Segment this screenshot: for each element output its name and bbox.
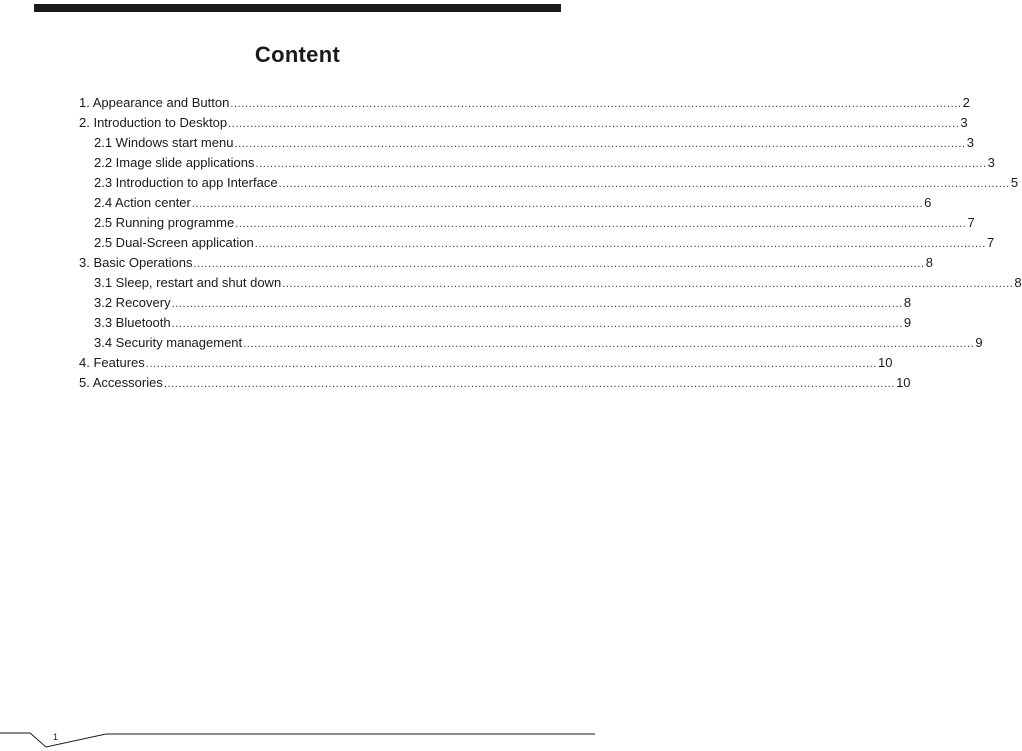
- toc-entry-label: 3.2 Recovery: [94, 295, 171, 310]
- toc-leader-dots: ........................................................................................................................................................................................................: [278, 178, 1010, 190]
- toc-entry-label: 2.4 Action center: [94, 195, 191, 210]
- toc-entry-page: 5: [1010, 175, 1019, 190]
- toc-leader-dots: ........................................................................................................................................................................................................: [228, 118, 960, 130]
- toc-leader-dots: ........................................................................................................................................................................................................: [145, 358, 877, 370]
- toc-entry-label: 3.4 Security management: [94, 335, 243, 350]
- toc-entry-label: 2. Introduction to Desktop: [79, 115, 228, 130]
- toc-entry-page: 3: [960, 115, 968, 130]
- toc-entry-label: 2.5 Dual-Screen application: [94, 235, 254, 250]
- toc-entry-page: 8: [925, 255, 933, 270]
- toc-entry-label: 3.3 Bluetooth: [94, 315, 171, 330]
- toc-leader-dots: ........................................................................................................................................................................................................: [163, 378, 896, 390]
- toc-entry-label: 4. Features: [79, 355, 145, 370]
- toc-entry-page: 2: [962, 95, 970, 110]
- toc-entry-label: 2.1 Windows start menu: [94, 135, 234, 150]
- page-number: 1: [53, 732, 59, 742]
- toc-entry-page: 3: [987, 155, 995, 170]
- toc-entry-page: 7: [967, 215, 975, 230]
- toc-entry-label: 2.3 Introduction to app Interface: [94, 175, 278, 190]
- toc-leader-dots: ........................................................................................................................................................................................................: [230, 98, 962, 110]
- toc-leader-dots: ........................................................................................................................................................................................................: [282, 278, 1014, 290]
- toc-leader-dots: ........................................................................................................................................................................................................: [235, 218, 967, 230]
- toc-entry-page: 7: [986, 235, 995, 250]
- toc-entry-label: 2.5 Running programme: [94, 215, 235, 230]
- toc-entry-page: 9: [975, 335, 983, 350]
- toc-leader-dots: ........................................................................................................................................................................................................: [255, 158, 987, 170]
- toc-leader-dots: ........................................................................................................................................................................................................: [193, 258, 925, 270]
- toc-entry-label: 5. Accessories: [79, 375, 163, 390]
- toc-entry-page: 10: [896, 375, 911, 390]
- toc-leader-dots: ........................................................................................................................................................................................................: [243, 338, 975, 350]
- toc-leader-dots: ........................................................................................................................................................................................................: [254, 238, 986, 250]
- toc-entry-page: 9: [903, 315, 912, 330]
- toc-leader-dots: ........................................................................................................................................................................................................: [171, 318, 903, 330]
- toc-entry-label: 3. Basic Operations: [79, 255, 193, 270]
- toc-entry-page: 10: [878, 355, 893, 370]
- page-title: Content: [254, 42, 341, 67]
- toc-entry-page: 3: [966, 135, 974, 150]
- toc-leader-dots: ........................................................................................................................................................................................................: [191, 198, 924, 210]
- toc-entry-label: 2.2 Image slide applications: [94, 155, 255, 170]
- toc-entry-label: 1. Appearance and Button: [79, 95, 230, 110]
- toc-leader-dots: ........................................................................................................................................................................................................: [234, 138, 966, 150]
- toc-entry-page: 6: [924, 195, 932, 210]
- toc-leader-dots: ........................................................................................................................................................................................................: [171, 298, 903, 310]
- toc-entry-page: 8: [1014, 275, 1022, 290]
- toc-entry-page: 8: [903, 295, 912, 310]
- toc-entry-label: 3.1 Sleep, restart and shut down: [94, 275, 282, 290]
